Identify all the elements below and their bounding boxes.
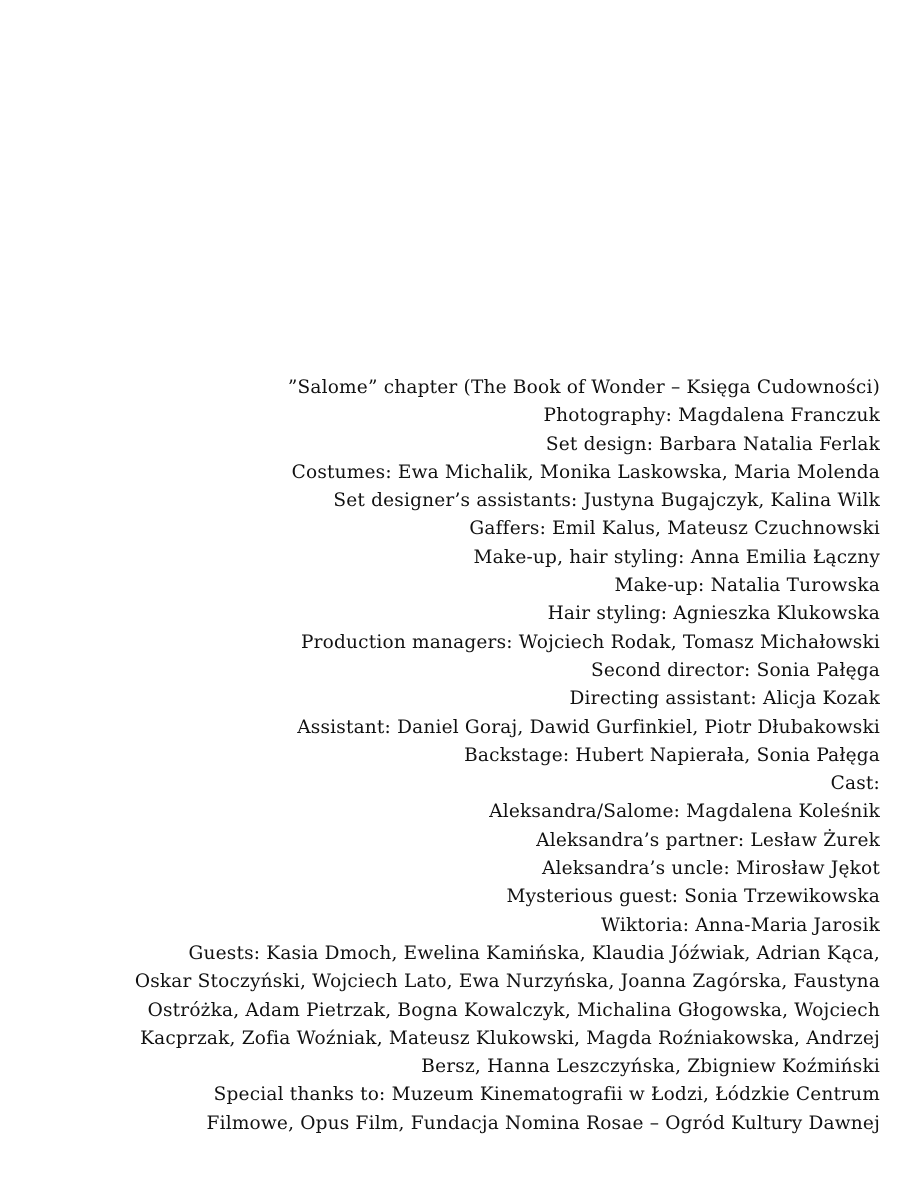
credit-line: Hair styling: Agnieszka Klukowska [547,603,880,625]
thanks-line: Filmowe, Opus Film, Fundacja Nomina Rosae – Ogród Kultury Dawnej [206,1112,880,1134]
credits-block [120,374,880,1138]
cast-line: Aleksandra’s partner: Lesław Żurek [536,829,880,851]
credit-line: Set design: Barbara Natalia Ferlak [545,433,880,455]
guests-line: Guests: Kasia Dmoch, Ewelina Kamińska, Klaudia Jóźwiak, Adrian Kąca, [188,942,880,964]
credit-line: Make-up: Natalia Turowska [614,575,880,597]
credit-line: Assistant: Daniel Goraj, Dawid Gurfinkiel, Piotr Dłubakowski [297,716,880,738]
cast-line: Aleksandra’s uncle: Mirosław Jękot [541,858,880,880]
credit-line: Set designer’s assistants: Justyna Bugajczyk, Kalina Wilk [333,490,880,512]
credit-line: Photography: Magdalena Franczuk [543,405,880,427]
cast-heading: Cast: [830,773,880,795]
credit-line: Gaffers: Emil Kalus, Mateusz Czuchnowski [469,518,880,540]
cast-line: Wiktoria: Anna-Maria Jarosik [600,914,880,936]
cast-line: Aleksandra/Salome: Magdalena Koleśnik [489,801,880,823]
credit-line: Production managers: Wojciech Rodak, Tomasz Michałowski [300,631,880,653]
credit-line: Directing assistant: Alicja Kozak [569,688,880,710]
guests-line: Kacprzak, Zofia Woźniak, Mateusz Klukowski, Magda Roźniakowska, Andrzej [140,1027,880,1049]
thanks-line: Special thanks to: Muzeum Kinematografii w Łodzi, Łódzkie Centrum [213,1084,880,1106]
cast-line: Mysterious guest: Sonia Trzewikowska [506,886,880,908]
guests-line: Oskar Stoczyński, Wojciech Lato, Ewa Nurzyńska, Joanna Zagórska, Faustyna [134,971,880,993]
chapter-title: ”Salome” chapter (The Book of Wonder – Księga Cudowności) [287,377,880,398]
guests-line: Bersz, Hanna Leszczyńska, Zbigniew Koźmiński [421,1056,880,1078]
credit-line: Backstage: Hubert Napierała, Sonia Pałęga [464,744,880,766]
credit-line: Second director: Sonia Pałęga [590,659,880,681]
guests-line: Ostróżka, Adam Pietrzak, Bogna Kowalczyk, Michalina Głogowska, Wojciech [147,999,880,1021]
credit-line: Make-up, hair styling: Anna Emilia Łączny [473,546,880,568]
credit-line: Costumes: Ewa Michalik, Monika Laskowska, Maria Molenda [291,461,880,483]
